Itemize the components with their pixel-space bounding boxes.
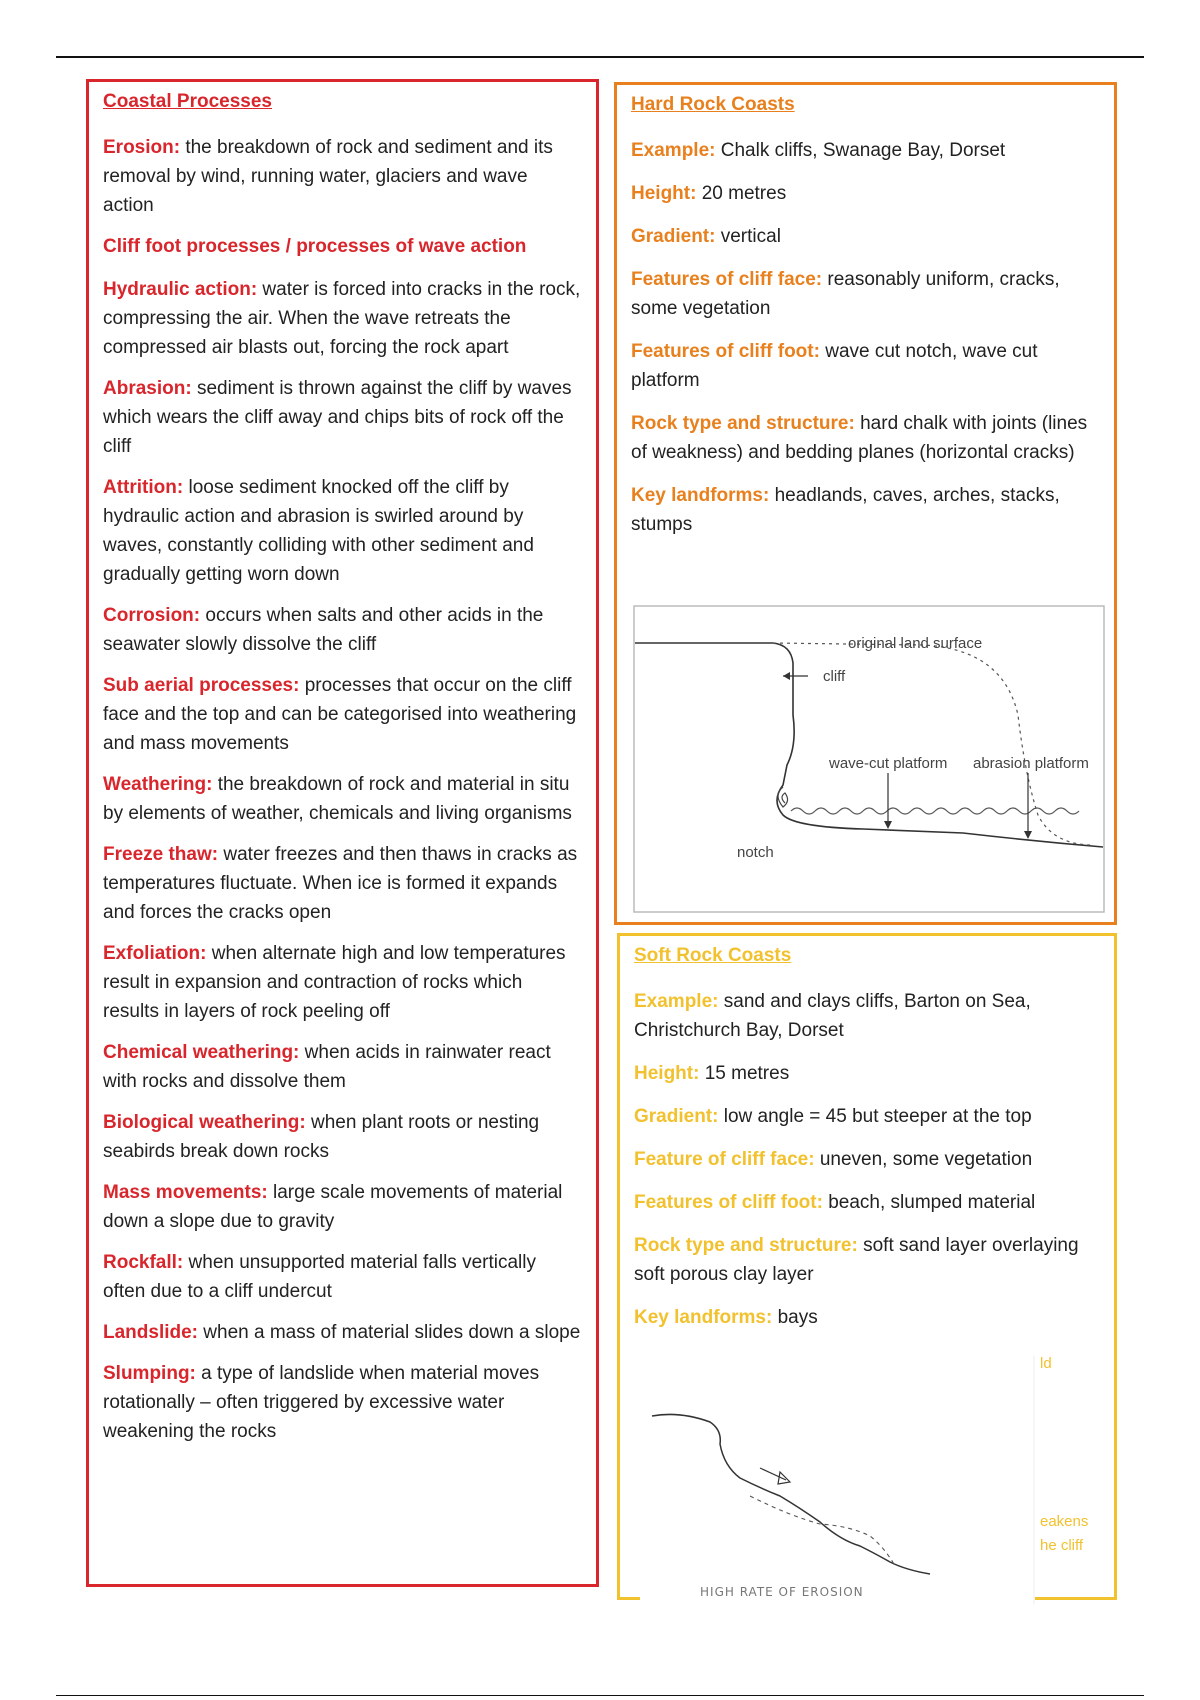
definition-rockfall: Rockfall: when unsupported material falls vertically often due to a cliff undercut — [103, 1251, 536, 1302]
definition-erosion: Erosion: the breakdown of rock and sediment and its removal by wind, running water, glaciers and wave action — [103, 136, 553, 216]
top-rule — [56, 56, 1144, 58]
hard-example: Example: Chalk cliffs, Swanage Bay, Dorset — [631, 139, 1006, 161]
soft-rock-coasts-title: Soft Rock Coasts — [634, 945, 792, 966]
hard-rock-coasts-title: Hard Rock Coasts — [631, 94, 795, 115]
soft-cliff-foot: Features of cliff foot: beach, slumped material — [634, 1191, 1036, 1213]
sketch-background — [640, 1356, 1035, 1604]
soft-rock-coasts-panel — [617, 933, 1117, 1600]
label-notch: notch — [737, 844, 774, 861]
definition-exfoliation: Exfoliation: when alternate high and low temperatures result in expansion and contraction of rocks which results in layers of rock peeling off — [103, 942, 566, 1022]
label-abrasion-platform: abrasion platform — [973, 755, 1089, 772]
label-wave-cut-platform: wave-cut platform — [829, 755, 948, 772]
definition-chemical-weathering: Chemical weathering: when acids in rainwater react with rocks and dissolve them — [103, 1041, 551, 1092]
hard-gradient: Gradient: vertical — [631, 225, 781, 247]
slumping-cliff-diagram — [640, 1356, 1110, 1606]
definition-abrasion: Abrasion: sediment is thrown against the cliff by waves which wears the cliff away and chips bits of rock off the cliff — [103, 377, 572, 457]
hard-height: Height: 20 metres — [631, 182, 787, 204]
fragment-ld: ld — [1040, 1356, 1052, 1372]
definition-attrition: Attrition: loose sediment knocked off the cliff by hydraulic action and abrasion is swirled around by waves, constantly colliding with other sediment and gradually getting worn down — [103, 476, 534, 585]
hard-cliff-foot: Features of cliff foot: wave cut notch, wave cut platform — [631, 340, 1038, 391]
hard-rock-type: Rock type and structure: hard chalk with joints (lines of weakness) and bedding planes (horizontal cracks) — [631, 412, 1088, 463]
hard-key-landforms: Key landforms: headlands, caves, arches, stacks, stumps — [631, 484, 1060, 535]
definition-weathering: Weathering: the breakdown of rock and material in situ by elements of weather, chemicals and living organisms — [103, 773, 572, 824]
definition-landslide: Landslide: when a mass of material slides down a slope — [103, 1321, 581, 1343]
definition-freeze-thaw: Freeze thaw: water freezes and then thaws in cracks as temperatures fluctuate. When ice is formed it expands and forces the cracks open — [103, 843, 578, 923]
soft-gradient: Gradient: low angle = 45 but steeper at the top — [634, 1105, 1032, 1127]
label-cliff: cliff — [823, 668, 846, 685]
hard-rock-coasts-panel — [614, 82, 1117, 925]
definition-corrosion: Corrosion: occurs when salts and other acids in the seawater slowly dissolve the cliff — [103, 604, 544, 655]
soft-rock-type: Rock type and structure: soft sand layer overlaying soft porous clay layer — [634, 1234, 1079, 1285]
coastal-processes-title: Coastal Processes — [103, 91, 272, 112]
definition-mass-movements: Mass movements: large scale movements of material down a slope due to gravity — [103, 1181, 563, 1232]
soft-cliff-face: Feature of cliff face: uneven, some vegetation — [634, 1148, 1033, 1170]
label-high-rate-of-erosion: HIGH RATE OF EROSION — [700, 1585, 864, 1599]
soft-height: Height: 15 metres — [634, 1062, 790, 1084]
label-original-land-surface: original land surface — [848, 635, 983, 652]
bottom-rule — [56, 1695, 1144, 1696]
soft-example: Example: sand and clays cliffs, Barton on Sea, Christchurch Bay, Dorset — [634, 990, 1031, 1041]
hard-cliff-face: Features of cliff face: reasonably uniform, cracks, some vegetation — [631, 268, 1060, 319]
fragment-the-cliff: he cliff — [1040, 1537, 1084, 1554]
wave-cut-platform-diagram — [633, 605, 1105, 915]
definition-biological-weathering: Biological weathering: when plant roots or nesting seabirds break down rocks — [103, 1111, 540, 1162]
definition-sub-aerial-processes: Sub aerial processes: processes that occur on the cliff face and the top and can be categorised into weathering and mass movements — [103, 674, 577, 754]
coastal-processes-panel — [86, 79, 599, 1587]
wave-action-heading: Cliff foot processes / processes of wave action — [103, 235, 527, 257]
fragment-eakens: eakens — [1040, 1513, 1089, 1530]
definition-slumping: Slumping: a type of landslide when material moves rotationally – often triggered by excessive water weakening the rocks — [103, 1362, 540, 1442]
definition-hydraulic-action: Hydraulic action: water is forced into cracks in the rock, compressing the air. When the wave retreats the compressed air blasts out, forcing the rock apart — [103, 278, 581, 358]
soft-key-landforms: Key landforms: bays — [634, 1306, 818, 1328]
